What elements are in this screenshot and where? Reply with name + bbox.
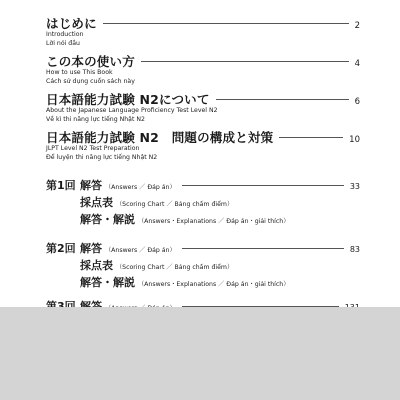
- leader-line: [182, 248, 344, 249]
- leader-line: [216, 99, 349, 100]
- toc-entry-subtitle-vi: Để luyện thi năng lực tiếng Nhật N2: [46, 154, 158, 161]
- session-2-answers[interactable]: [80, 240, 360, 254]
- toc-entry-subtitle-en: How to use This Book: [46, 69, 113, 76]
- toc-entry-title: 日本語能力試験 N2 問題の構成と対策: [46, 130, 274, 145]
- sub-entry-note: （Scoring Chart ／ Bảng chấm điểm）: [116, 201, 234, 208]
- sub-entry-title: 解答・解説: [80, 276, 135, 289]
- leader-line: [279, 137, 343, 138]
- toc-entry-page: 4: [354, 59, 360, 69]
- toc-entry-subtitle-vi: Lời nói đầu: [46, 40, 80, 47]
- toc-entry-subtitle-en: Introduction: [46, 31, 84, 38]
- sub-entry-page: 83: [349, 245, 360, 254]
- session-1-answers[interactable]: [80, 177, 360, 191]
- sub-entry-title: 解答: [80, 179, 102, 192]
- toc-entry-test-preparation[interactable]: [46, 128, 360, 162]
- sub-entry-note: （Answers・Explanations ／ Đáp án・giải thích）: [138, 281, 290, 288]
- toc-entry-introduction[interactable]: [46, 14, 360, 48]
- toc-entry-subtitle-vi: Về kì thi năng lực tiếng Nhật N2: [46, 116, 145, 123]
- toc-entry-page: 6: [354, 97, 360, 107]
- sub-entry-title: 採点表: [80, 259, 113, 272]
- toc-entry-title: はじめに: [46, 16, 97, 31]
- toc-entry-title: 日本語能力試験 N2について: [46, 92, 210, 107]
- footer-gray-block: [0, 307, 400, 400]
- leader-line: [141, 61, 349, 62]
- session-1-explanations[interactable]: [80, 211, 360, 225]
- sub-entry-title: 解答: [80, 242, 102, 255]
- sub-entry-note: （Answers・Explanations ／ Đáp án・giải thích）: [138, 218, 290, 225]
- session-label-1: 第1回: [46, 179, 76, 192]
- toc-entry-about-jlpt[interactable]: [46, 90, 360, 124]
- toc-entry-page: 10: [349, 135, 360, 145]
- sub-entry-note: （Answers ／ Đáp án）: [105, 247, 176, 254]
- sub-entry-note: （Scoring Chart ／ Bảng chấm điểm）: [116, 264, 234, 271]
- session-label-2: 第2回: [46, 242, 76, 255]
- toc-entry-title: この本の使い方: [46, 54, 135, 69]
- toc-entry-page: 2: [354, 21, 360, 31]
- sub-entry-page: 33: [349, 182, 360, 191]
- sub-entry-title: 解答・解説: [80, 213, 135, 226]
- toc-entry-how-to-use[interactable]: [46, 52, 360, 86]
- toc-entry-subtitle-vi: Cách sử dụng cuốn sách này: [46, 78, 135, 85]
- session-2-scoring-chart[interactable]: [80, 257, 360, 271]
- leader-line: [103, 23, 349, 24]
- sub-entry-note: （Answers ／ Đáp án）: [105, 184, 176, 191]
- toc-entry-subtitle-en: About the Japanese Language Proficiency Test Level N2: [46, 107, 218, 114]
- leader-line: [182, 185, 344, 186]
- session-2-explanations[interactable]: [80, 274, 360, 288]
- toc-entry-subtitle-en: JLPT Level N2 Test Preparation: [46, 145, 140, 152]
- sub-entry-title: 採点表: [80, 196, 113, 209]
- session-1-scoring-chart[interactable]: [80, 194, 360, 208]
